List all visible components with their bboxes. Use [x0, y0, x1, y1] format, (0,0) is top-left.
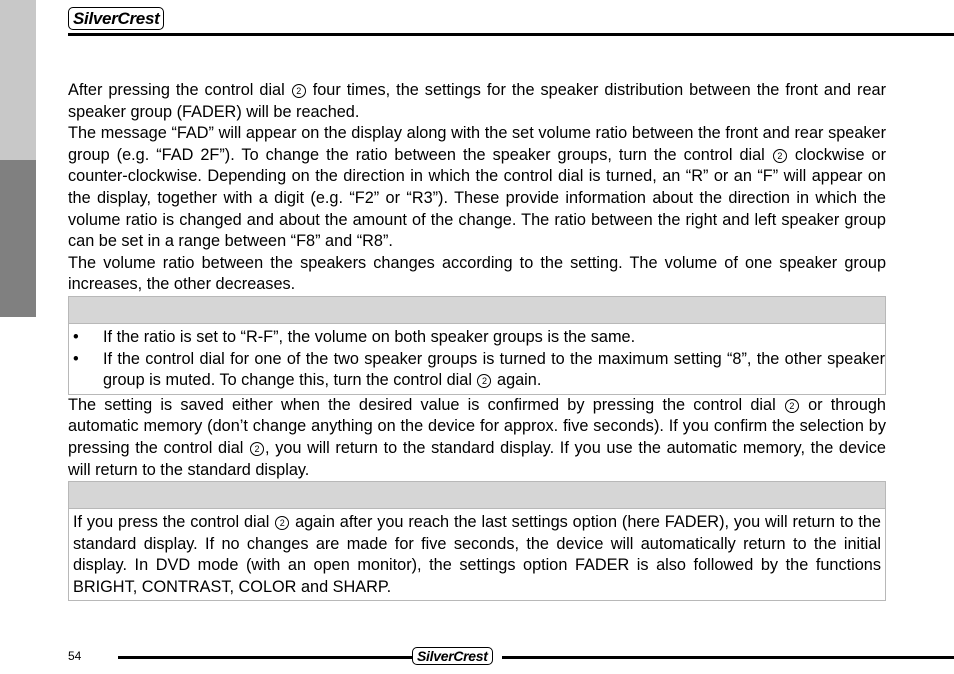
brand-logo-header: SilverCrest: [68, 7, 164, 30]
footer-rule-right: [502, 656, 954, 659]
note-body: If you press the control dial 2 again after you reach the last settings option (here FADER), you will return to the standard display. If no changes are made for five seconds, the device will automatically return to the initial display. In DVD mode (with an open monitor), the settings option FADER is also followed by the functions BRIGHT, CONTRAST, COLOR and SHARP.: [73, 513, 881, 596]
header-rule: [68, 33, 954, 36]
bullet-icon: •: [73, 349, 79, 368]
control-dial-icon: 2: [292, 84, 306, 98]
list-item: • If the control dial for one of the two speaker groups is turned to the maximum setting “8”, the other speaker group is muted. To change this, turn the control dial 2 again.: [73, 349, 885, 390]
side-tab-dark: [0, 160, 36, 317]
page-content: [68, 80, 886, 601]
note-box-fader: [68, 296, 886, 395]
paragraph-fad-message: The message “FAD” will appear on the display along with the set volume ratio between the front and rear speaker group (e.g. “FAD 2F”). To change the ratio between the speaker groups, turn the control dial 2 clockwise or counter-clockwise. Depending on the direction in which the control dial is turned, an “R” or an “F” will appear on the display, together with a digit (e.g. “F2” or “R3”). These provide information about the direction in which the volume ratio is changed and about the amount of the change. The ratio between the right and left speaker group can be set in a range between “F8” and “R8”.: [68, 124, 886, 251]
footer-rule-left: [118, 656, 412, 659]
note-box-header: [69, 297, 885, 324]
paragraph-volume-ratio: The volume ratio between the speakers changes according to the setting. The volume of one speaker group increases, the other decreases.: [68, 253, 886, 294]
brand-logo-footer: SilverCrest: [412, 647, 493, 665]
control-dial-icon: 2: [275, 516, 289, 530]
list-item: • If the ratio is set to “R-F”, the volume on both speaker groups is the same.: [69, 327, 885, 349]
page-number: 54: [68, 649, 82, 663]
bullet-icon: •: [73, 327, 79, 346]
paragraph-fader-intro: After pressing the control dial 2 four times, the settings for the speaker distribution between the front and rear speaker group (FADER) will be reached.: [68, 81, 887, 121]
note-box-header: [69, 482, 885, 509]
paragraph-setting-saved: The setting is saved either when the desired value is confirmed by pressing the control dial 2 or through automatic memory (don’t change anything on the device for approx. five seconds). If you confirm the selection by pressing the control dial 2 , you will return to the standard display. If you use the automatic memory, the device will return to the standard display.: [68, 395, 886, 479]
side-tab-light: [0, 0, 36, 160]
control-dial-icon: 2: [477, 374, 491, 388]
control-dial-icon: 2: [250, 442, 264, 456]
note-list: [69, 324, 885, 394]
control-dial-icon: 2: [773, 149, 787, 163]
control-dial-icon: 2: [785, 399, 799, 413]
note-box-last-option: [68, 481, 886, 601]
